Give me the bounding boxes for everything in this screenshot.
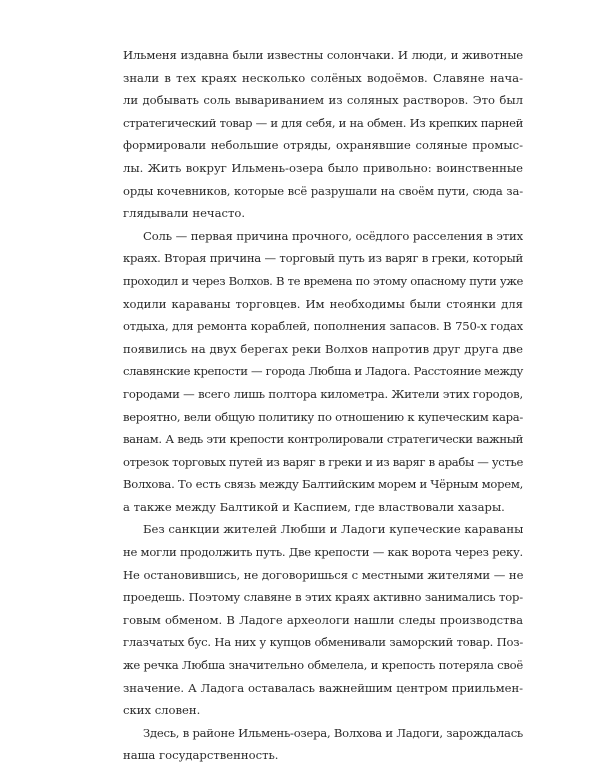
- text-line: формировали небольшие отряды, охранявшие соляные промыс-: [123, 138, 523, 153]
- text-line: краях. Вторая причина — торговый путь из варяг в греки, который: [123, 251, 523, 266]
- text-line: глазчатых бус. На них у купцов обменивали заморский товар. Поз-: [123, 635, 523, 650]
- text-line: же речка Любша значительно обмелела, и крепость потеряла своё: [123, 658, 523, 673]
- text-line: ходили караваны торговцев. Им необходимы были стоянки для: [123, 296, 523, 311]
- text-line: говым обменом. В Ладоге археологи нашли следы производства: [123, 612, 523, 627]
- text-line: наша государственность.: [123, 748, 279, 763]
- text-line: Соль — первая причина прочного, осёдлого расселения в этих: [143, 228, 523, 243]
- text-line: Волхова. То есть связь между Балтийским морем и Чёрным морем,: [123, 477, 524, 492]
- book-page: [123, 44, 523, 767]
- paragraph-3: [123, 518, 523, 721]
- text-line: Не остановившись, не договоришься с местными жителями — не: [123, 567, 524, 582]
- text-line: значение. А Ладога оставалась важнейшим центром приильмен-: [123, 680, 523, 695]
- text-line: ли добывать соль вывариванием из соляных растворов. Это был: [123, 93, 523, 108]
- paragraph-2: [123, 225, 523, 519]
- text-line: глядывали нечасто.: [123, 206, 246, 221]
- text-line: знали в тех краях несколько солёных водоёмов. Славяне нача-: [123, 70, 523, 85]
- text-line: проедешь. Поэтому славяне в этих краях активно занимались тор-: [123, 590, 523, 605]
- text-line: появились на двух берегах реки Волхов напротив друг друга две: [123, 341, 523, 356]
- text-line: отдыха, для ремонта кораблей, пополнения запасов. В 750-х годах: [123, 319, 523, 334]
- paragraph-1: [123, 44, 523, 225]
- text-line: отрезок торговых путей из варяг в греки и из варяг в арабы — устье: [123, 454, 523, 469]
- text-line: Без санкции жителей Любши и Ладоги купеческие караваны: [143, 522, 524, 537]
- text-line: орды кочевников, которые всё разрушали на своём пути, сюда за-: [123, 183, 523, 198]
- text-line: стратегический товар — и для себя, и на обмен. Из крепких парней: [123, 115, 523, 130]
- text-line: ских словен.: [123, 703, 201, 718]
- paragraph-4: [123, 722, 523, 767]
- text-line: а также между Балтикой и Каспием, где властвовали хазары.: [123, 499, 505, 514]
- text-line: Здесь, в районе Ильмень-озера, Волхова и Ладоги, зарождалась: [143, 725, 523, 740]
- text-line: ванам. А ведь эти крепости контролировали стратегически важный: [123, 432, 523, 447]
- text-line: славянские крепости — города Любша и Ладога. Расстояние между: [123, 364, 523, 379]
- text-line: не могли продолжить путь. Две крепости — как ворота через реку.: [123, 545, 523, 560]
- text-line: городами — всего лишь полтора километра. Жители этих городов,: [123, 386, 523, 401]
- text-line: Ильменя издавна были известны солончаки. И люди, и животные: [123, 48, 523, 62]
- text-line: проходил и через Волхов. В те времена по этому опасному пути уже: [123, 273, 523, 288]
- text-line: лы. Жить вокруг Ильмень-озера было привольно: воинственные: [123, 160, 523, 175]
- text-line: вероятно, вели общую политику по отношению к купеческим кара-: [123, 409, 523, 424]
